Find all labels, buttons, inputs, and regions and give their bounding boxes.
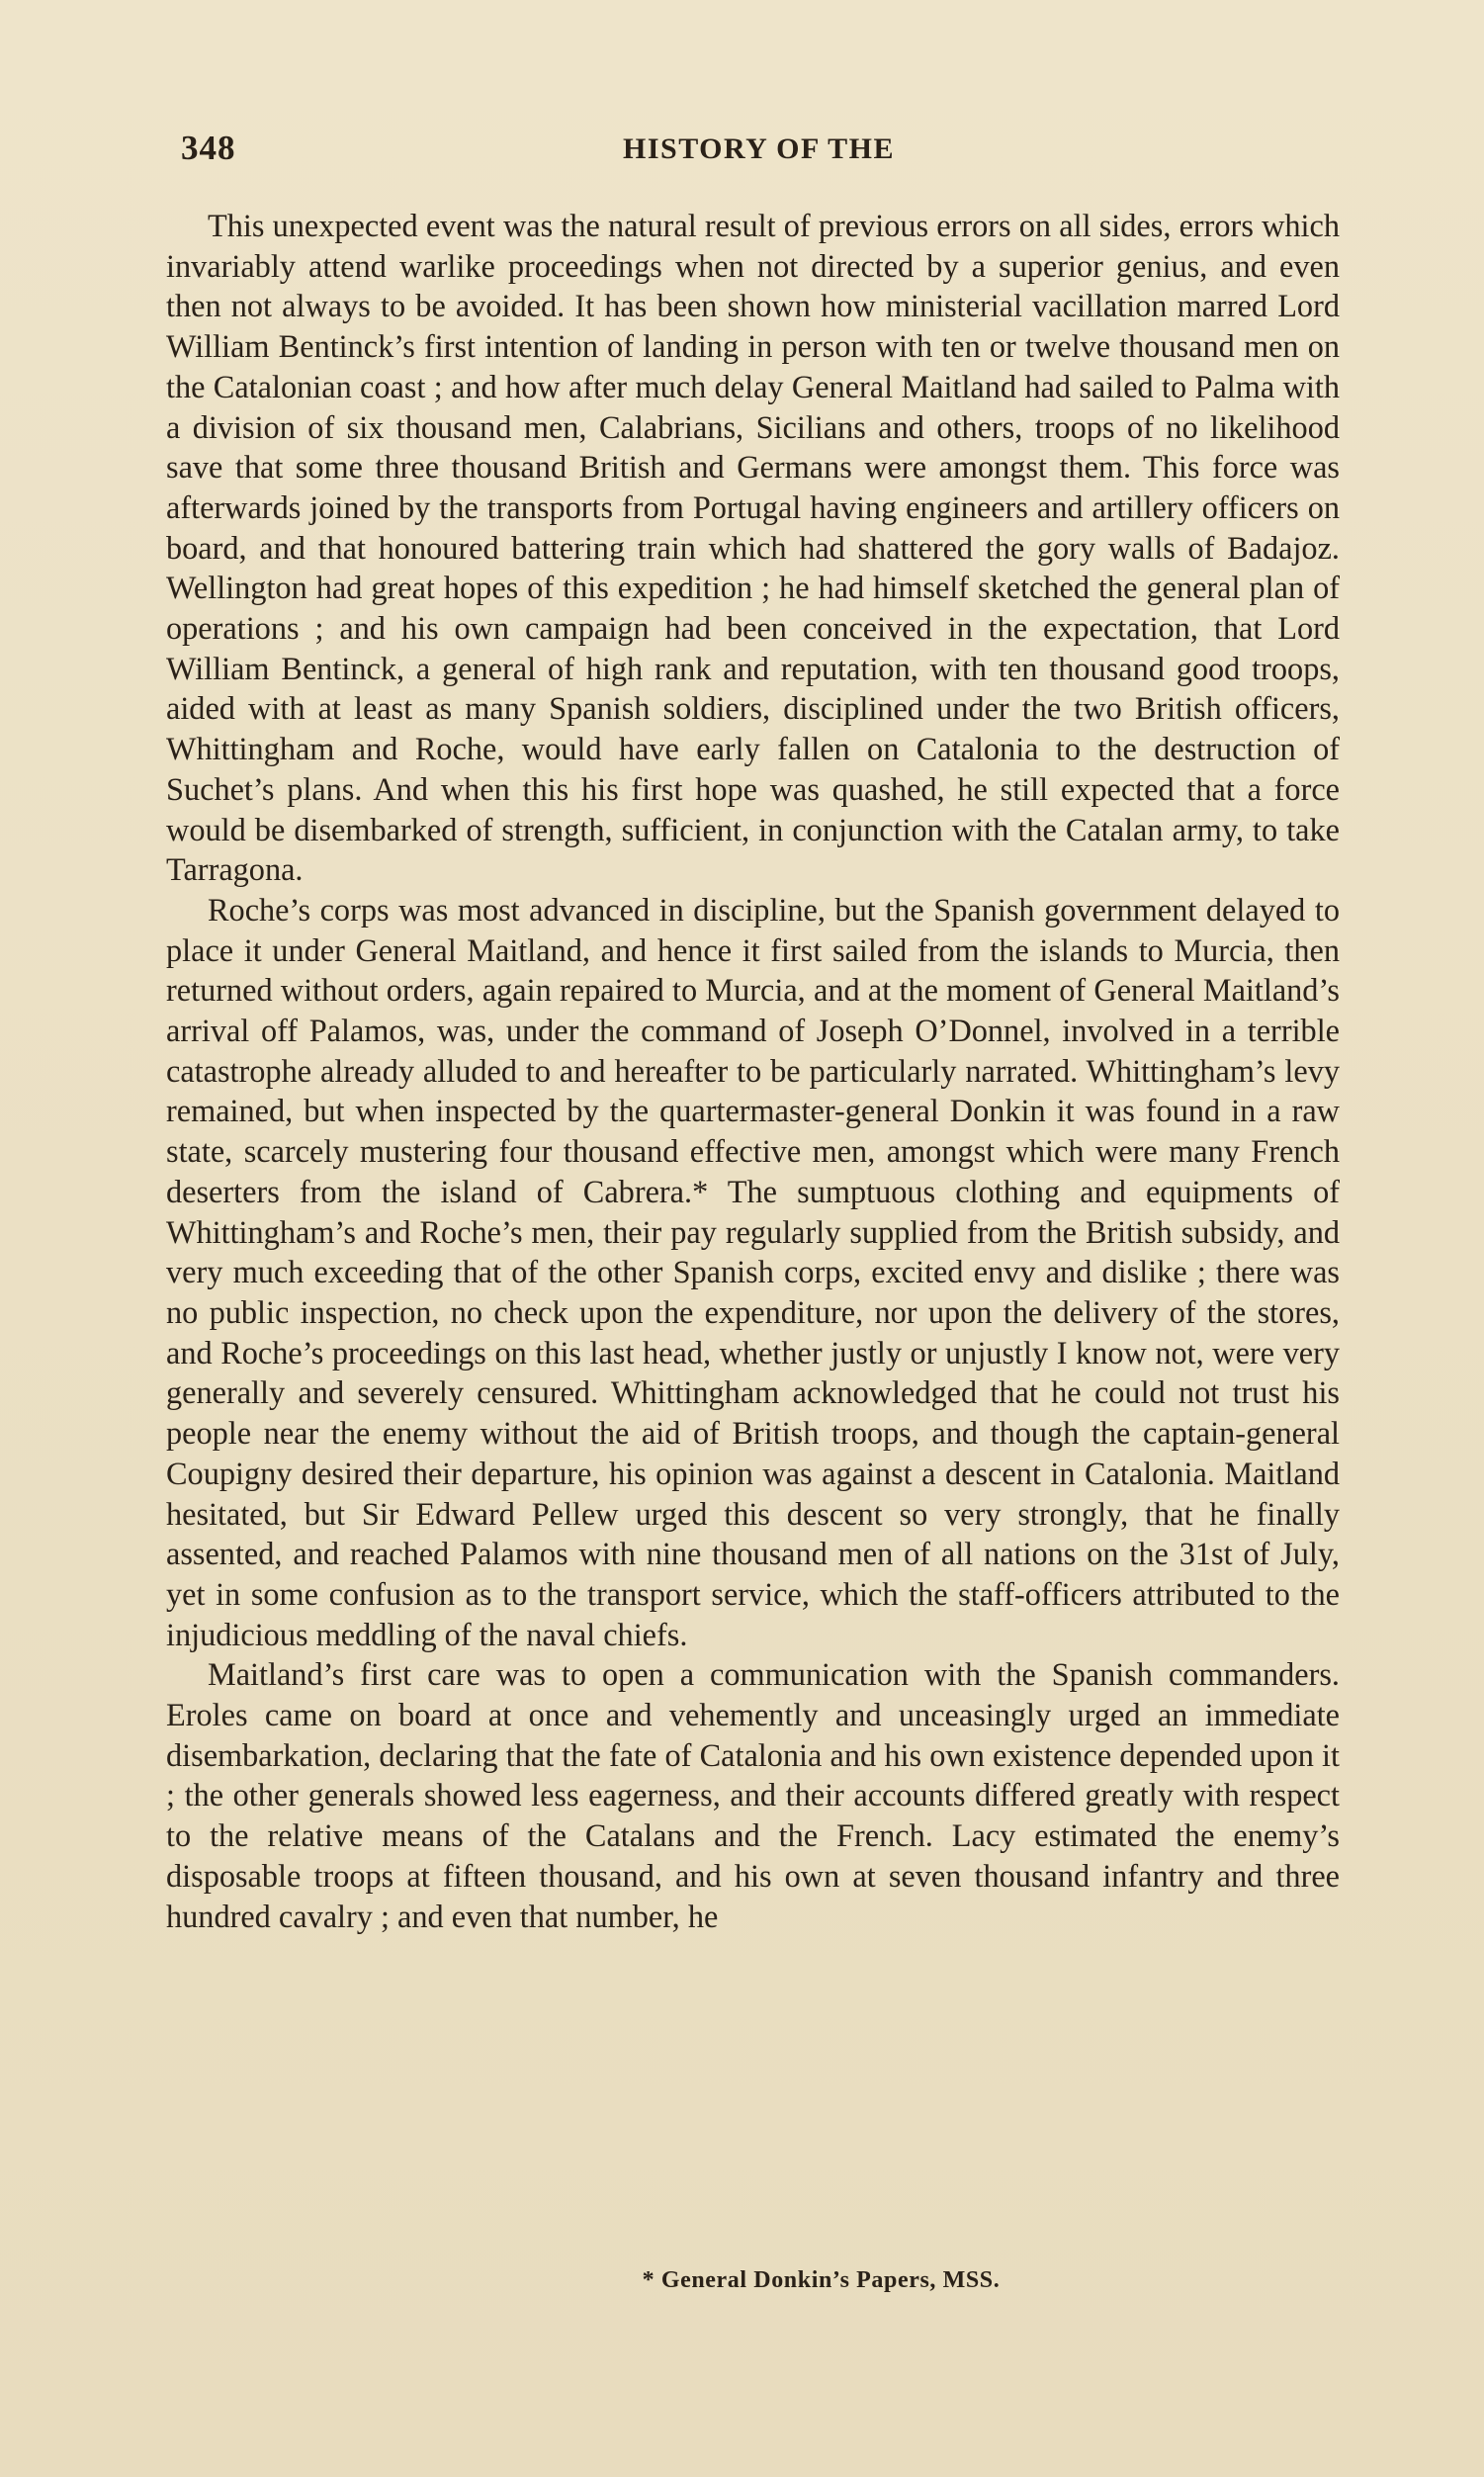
paragraph-1: This unexpected event was the natural result of previous errors on all sides, errors which invariably attend warlike proceedings when not directed by a superior genius, and even then not always to be avoided. It has been shown how ministerial vacillation marred Lord William Bentinck’s first intention of landing in person with ten or twelve thousand men on the Catalonian coast ; and how after much delay General Maitland had sailed to Palma with a division of six thousand men, Calabrians, Sicilians and others, troops of no likelihood save that some three thousand British and Germans were amongst them. This force was afterwards joined by the transports from Portugal having engineers and artillery officers on board, and that honoured battering train which had shattered the gory walls of Badajoz. Wellington had great hopes of this expedition ; he had himself sketched the general plan of operations ; and his own campaign had been conceived in the expectation, that Lord William Bentinck, a general of high rank and reputation, with ten thousand good troops, aided with at least as many Spanish soldiers, disciplined under the two British officers, Whittingham and Roche, would have early fallen on Catalonia to the destruction of Suchet’s plans. And when this his first hope was quashed, he still expected that a force would be disembarked of strength, sufficient, in conjunction with the Catalan army, to take Tarragona.	[166, 208, 1340, 888]
paragraph-3: Maitland’s first care was to open a communication with the Spanish commanders. Eroles came on board at once and vehemently and unceasingly urged an immediate disembarkation, declaring that the fate of Catalonia and his own existence depended upon it ; the other generals showed less eagerness, and their accounts differed greatly with respect to the relative means of the Catalans and the French. Lacy estimated the enemy’s disposable troops at fifteen thousand, and his own at seven thousand infantry and three hundred cavalry ; and even that number, he	[166, 1656, 1340, 1934]
paragraph-2: Roche’s corps was most advanced in discipline, but the Spanish government delayed to place it under General Maitland, and hence it first sailed from the islands to Murcia, then returned without orders, again repaired to Murcia, and at the moment of General Maitland’s arrival off Palamos, was, under the command of Joseph O’Donnel, involved in a terrible catastrophe already alluded to and hereafter to be particularly narrated. Whittingham’s levy remained, but when inspected by the quartermaster-general Donkin it was found in a raw state, scarcely mustering four thousand effective men, amongst which were many French deserters from the island of Cabrera.* The sumptuous clothing and equipments of Whittingham’s and Roche’s men, their pay regularly supplied from the British subsidy, and very much exceeding that of the other Spanish corps, excited envy and dislike ; there was no public inspection, no check upon the expenditure, nor upon the delivery of the stores, and Roche’s proceedings on this last head, whether justly or unjustly I know not, were very generally and severely censured. Whittingham acknowledged that he could not trust his people near the enemy without the aid of British troops, and though the captain-general Coupigny desired their departure, his opinion was against a descent in Catalonia. Maitland hesitated, but Sir Edward Pellew urged this descent so very strongly, that he finally assented, and reached Palamos with nine thousand men of all nations on the 31st of July, yet in some confusion as to the transport service, which the staff-officers attributed to the injudicious meddling of the naval chiefs.	[166, 891, 1340, 1652]
running-head	[0, 129, 1484, 178]
running-title: HISTORY OF THE	[623, 133, 896, 165]
footnote: * General Donkin’s Papers, MSS.	[642, 2267, 1001, 2293]
body-text	[166, 206, 1340, 1936]
page-number: 348	[181, 129, 236, 167]
